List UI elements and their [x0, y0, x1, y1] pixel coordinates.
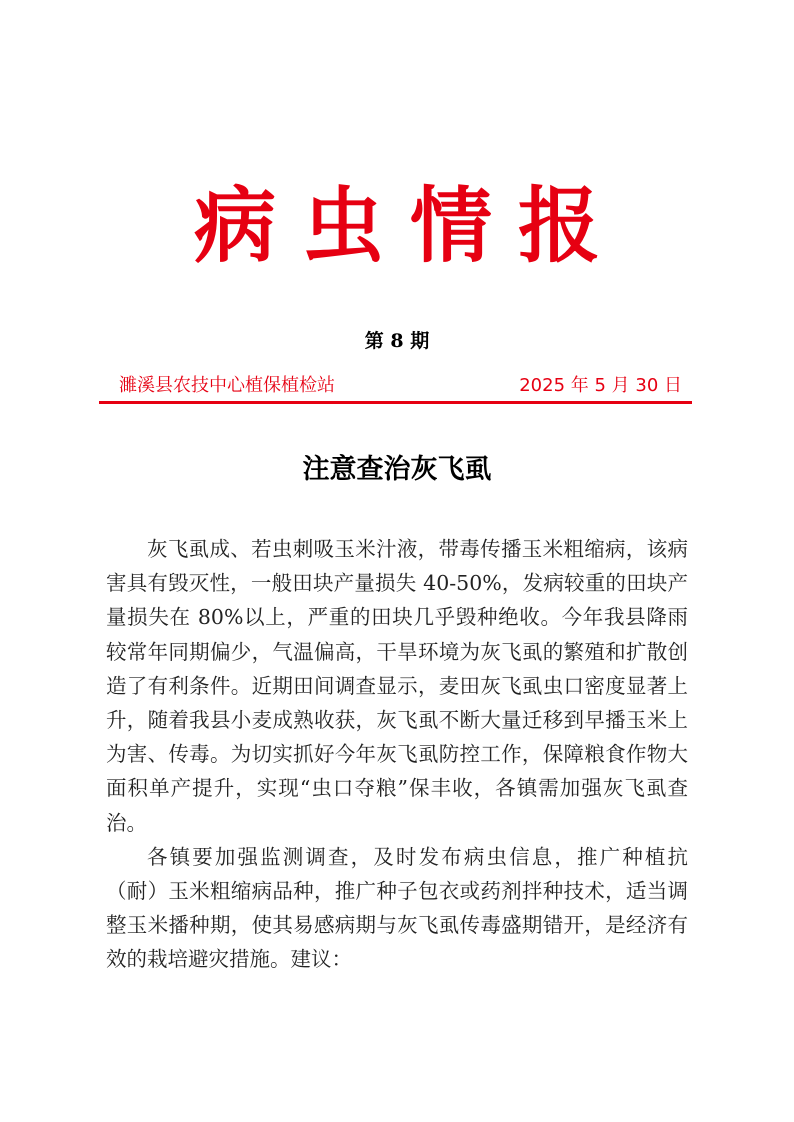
header-divider — [99, 401, 692, 404]
publisher-org: 濉溪县农技中心植保植检站 — [119, 375, 335, 396]
publish-date: 2025 年 5 月 30 日 — [519, 375, 682, 396]
article-title: 注意查治灰飞虱 — [302, 454, 492, 485]
article-body — [106, 532, 688, 977]
issue-number: 第 8 期 — [364, 330, 430, 352]
article-paragraph: 各镇要加强监测调查，及时发布病虫信息，推广种植抗（耐）玉米粗缩病品种，推广种子包衣或药剂拌种技术，适当调整玉米播种期，使其易感病期与灰飞虱传毒盛期错开，是经济有效的栽培避灾措施。建议： — [106, 844, 688, 972]
masthead-title: 病虫情报 — [193, 178, 626, 274]
article-paragraph: 灰飞虱成、若虫刺吸玉米汁液，带毒传播玉米粗缩病，该病害具有毁灭性，一般田块产量损失 40-50%，发病较重的田块产量损失在 80%以上，严重的田块几乎毁种绝收。今年我县降雨较常年同期偏少，气温偏高，干旱环境为灰飞虱的繁殖和扩散创造了有利条件。近期田间调查显示，麦田灰飞虱虫口密度显著上升，随着我县小麦成熟收获，灰飞虱不断大量迁移到早播玉米上为害、传毒。为切实抓好今年灰飞虱防控工作，保障粮食作物大面积单产提升，实现“虫口夺粮”保丰收，各镇需加强灰飞虱查治。 — [106, 537, 688, 835]
